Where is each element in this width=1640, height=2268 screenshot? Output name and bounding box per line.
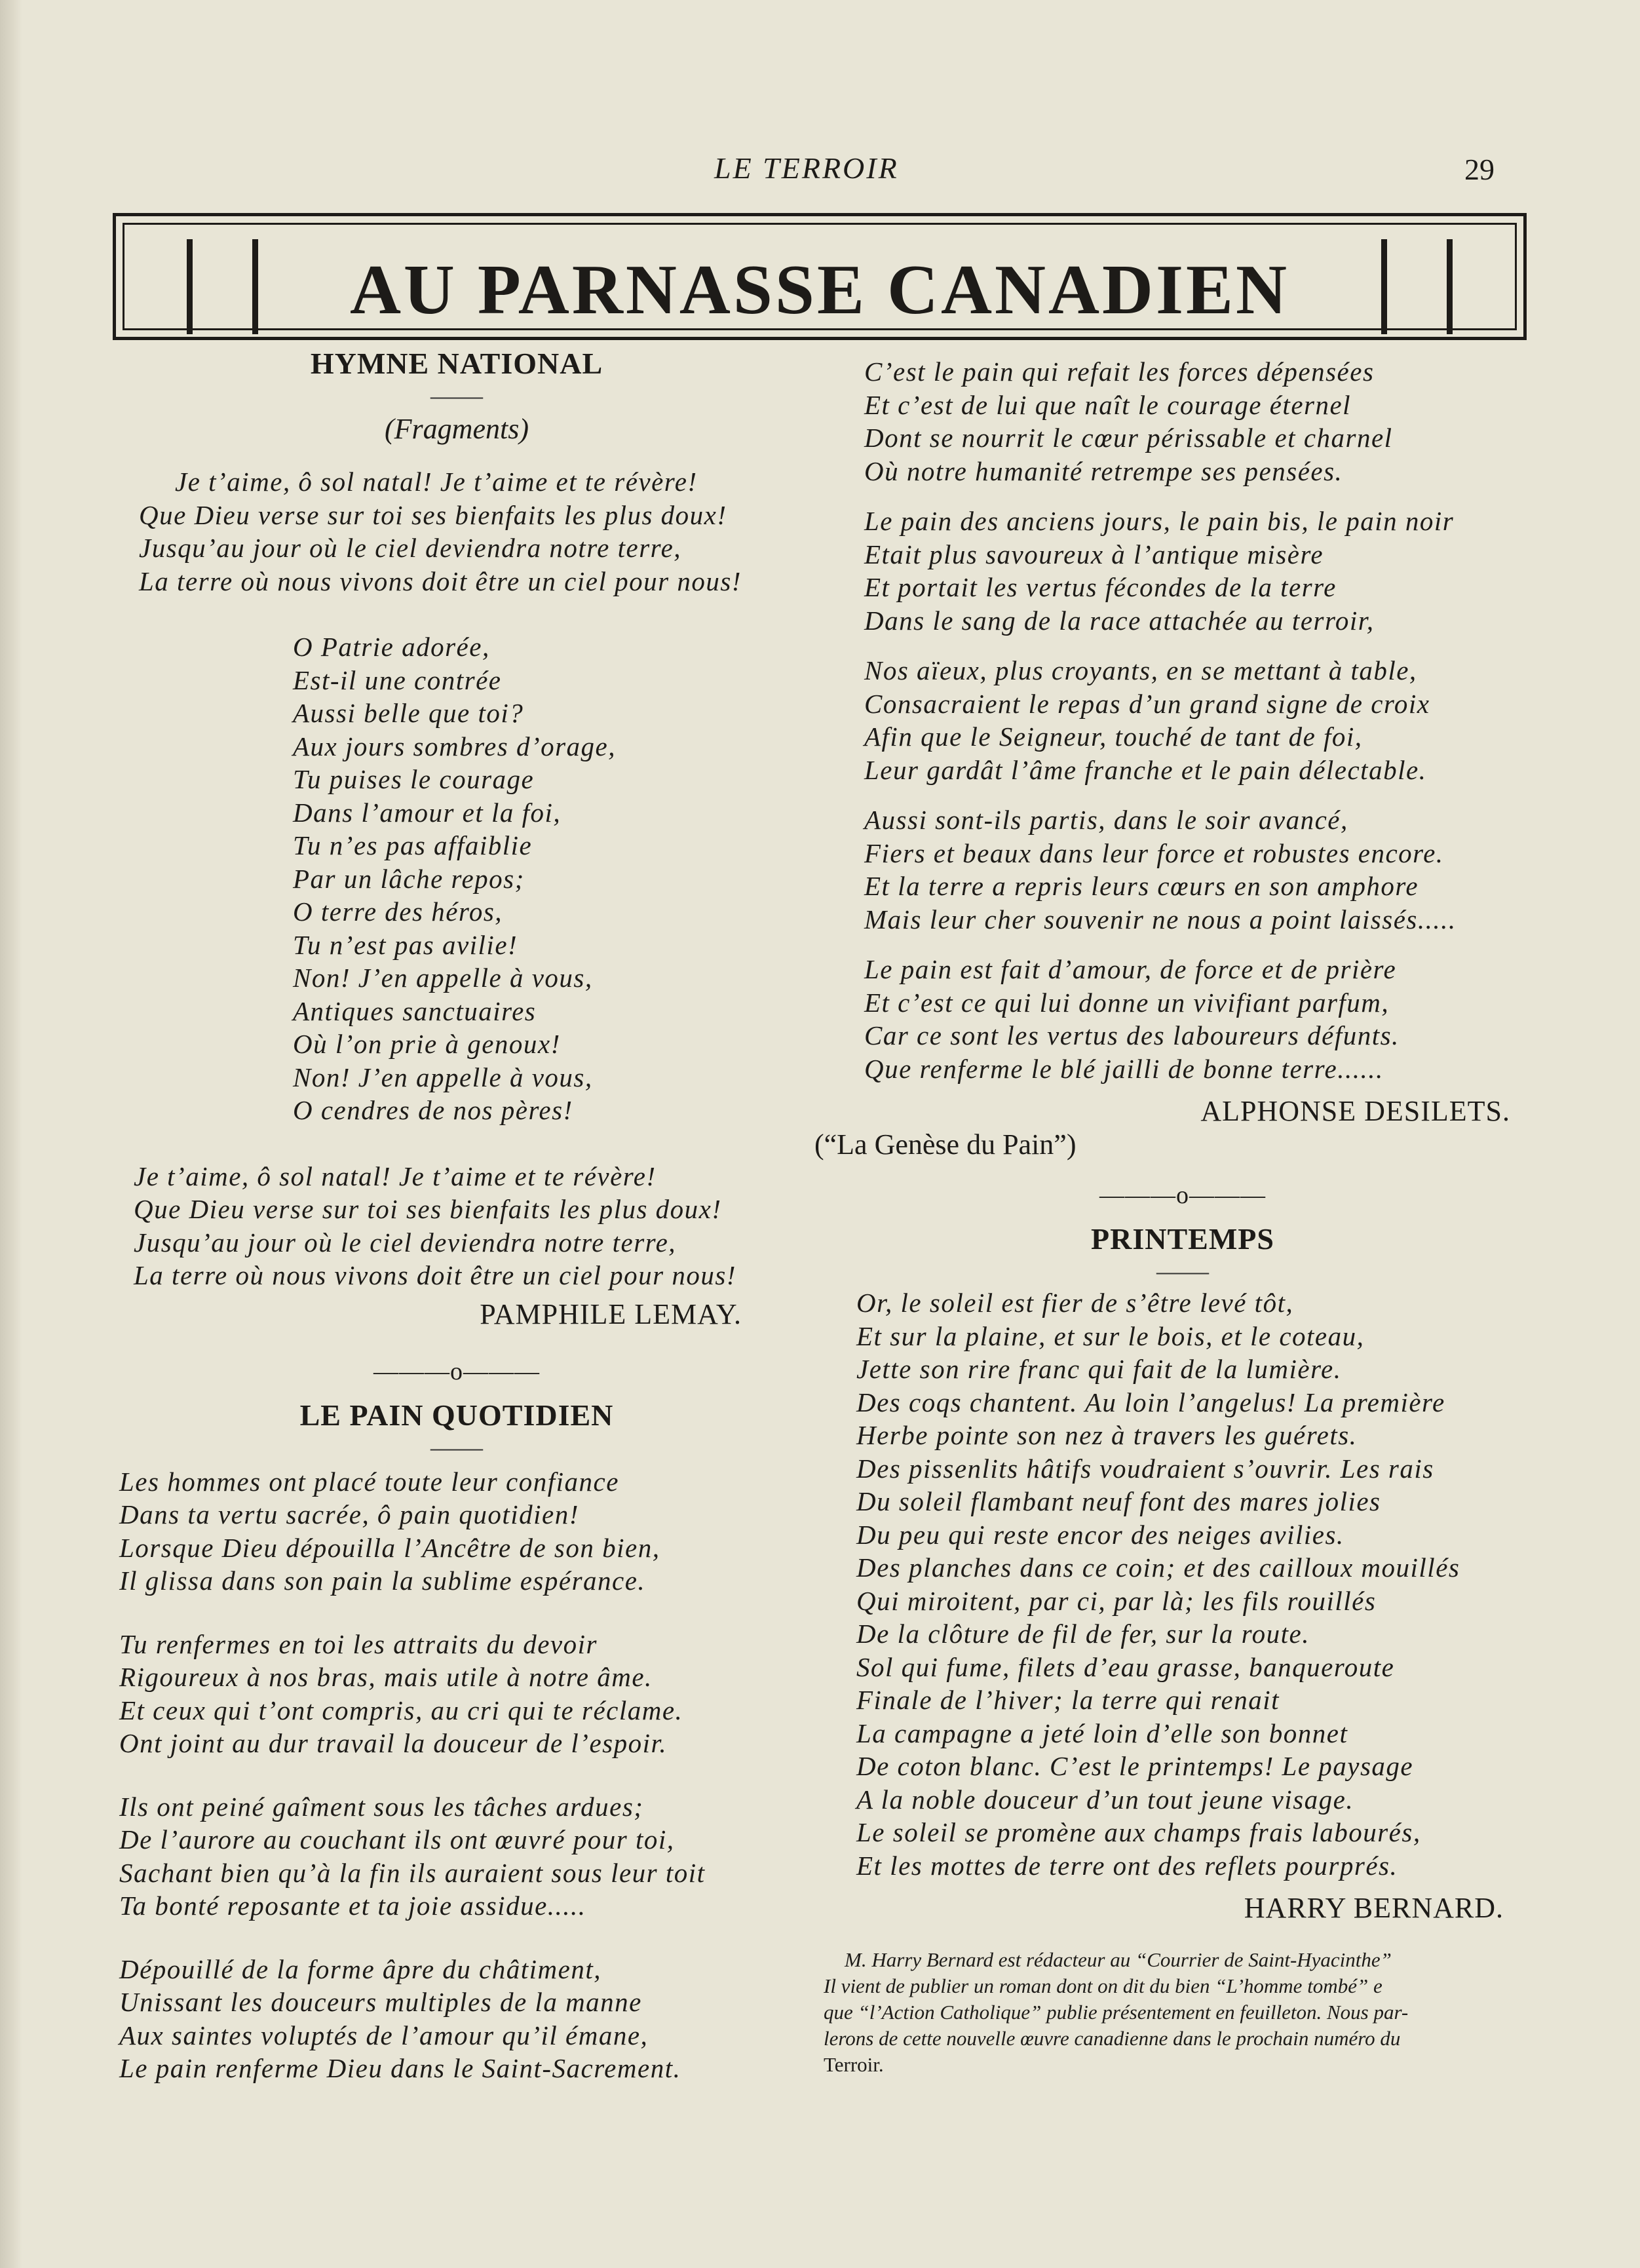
verse-line: Que Dieu verse sur toi ses bienfaits les plus doux! xyxy=(139,499,727,530)
pain-stanza xyxy=(119,1790,794,1923)
verse-line: Et sur la plaine, et sur le bois, et le coteau, xyxy=(856,1320,1365,1351)
verse-line: Herbe pointe son nez à travers les guérets. xyxy=(856,1420,1358,1450)
verse-line: Fiers et beaux dans leur force et robustes encore. xyxy=(864,837,1444,868)
verse-line: Et ceux qui t’ont compris, au cri qui te réclame. xyxy=(119,1695,683,1725)
section-title: AU PARNASSE CANADIEN xyxy=(349,251,1290,329)
verse-line: De coton blanc. C’est le printemps! Le paysage xyxy=(856,1751,1414,1781)
verse-line: Des coqs chantent. Au loin l’angelus! La première xyxy=(856,1387,1445,1417)
verse-line: O cendres de nos pères! xyxy=(293,1095,573,1125)
author-signature: ALPHONSE DESILETS. xyxy=(1200,1095,1510,1127)
verse-line: Leur gardât l’âme franche et le pain délectable. xyxy=(864,754,1427,785)
verse-line: C’est le pain qui refait les forces dépensées xyxy=(864,356,1375,387)
verse-line: Le pain renferme Dieu dans le Saint-Sacrement. xyxy=(119,2053,681,2083)
verse-line: Du soleil flambant neuf font des mares jolies xyxy=(856,1486,1381,1516)
right-column xyxy=(814,355,1543,2078)
verse-line: Aux jours sombres d’orage, xyxy=(293,731,617,761)
verse-line: Aussi sont-ils partis, dans le soir avancé, xyxy=(864,805,1348,835)
note-line: M. Harry Bernard est rédacteur au “Courrier de Saint-Hyacinthe” xyxy=(845,1948,1392,1971)
poem-title-printemps: PRINTEMPS xyxy=(1091,1222,1274,1256)
poem-source: (“La Genèse du Pain”) xyxy=(814,1128,1077,1161)
verse-line: O terre des héros, xyxy=(293,896,503,927)
verse-line: Le soleil se promène aux champs frais labourés, xyxy=(856,1817,1421,1847)
verse-line: Où notre humanité retrempe ses pensées. xyxy=(864,455,1343,486)
page-binding-shadow xyxy=(0,0,22,2268)
verse-line: Dans ta vertu sacrée, ô pain quotidien! xyxy=(119,1499,579,1529)
pain-stanza xyxy=(822,803,1543,936)
section-separator: ———o——— xyxy=(373,1357,540,1385)
verse-line: Afin que le Seigneur, touché de tant de foi, xyxy=(864,721,1363,752)
verse-line: Non! J’en appelle à vous, xyxy=(293,963,593,993)
pain-stanza xyxy=(822,953,1543,1085)
verse-line: Du peu qui reste encor des neiges avilies. xyxy=(856,1519,1344,1550)
verse-line: Tu puises le courage xyxy=(293,764,535,794)
verse-line: Il glissa dans son pain la sublime espérance. xyxy=(119,1566,646,1596)
verse-line: Aussi belle que toi? xyxy=(293,698,524,728)
verse-line: Tu n’es pas affaiblie xyxy=(293,830,533,860)
hymne-refrain xyxy=(119,1160,794,1292)
verse-line: Où l’on prie à genoux! xyxy=(293,1029,561,1059)
verse-line: A la noble douceur d’un tout jeune visage. xyxy=(856,1784,1354,1815)
verse-line: Par un lâche repos; xyxy=(293,863,525,894)
verse-line: La terre où nous vivons doit être un ciel pour nous! xyxy=(134,1260,736,1290)
verse-line: Finale de l’hiver; la terre qui renait xyxy=(856,1685,1280,1715)
journal-name: LE TERROIR xyxy=(714,151,899,185)
verse-line: Sachant bien qu’à la fin ils auraient sous leur toit xyxy=(119,1857,706,1888)
verse-line: Rigoureux à nos bras, mais utile à notre âme. xyxy=(119,1662,653,1692)
verse-line: Ont joint au dur travail la douceur de l’espoir. xyxy=(119,1728,668,1758)
section-separator: ———o——— xyxy=(1099,1182,1266,1209)
verse-line: Dépouillé de la forme âpre du châtiment, xyxy=(119,1953,601,1984)
verse-line: Dans l’amour et la foi, xyxy=(293,797,562,828)
verse-line: Ta bonté reposante et ta joie assidue..... xyxy=(119,1891,586,1921)
author-signature: HARRY BERNARD. xyxy=(1244,1892,1504,1924)
hymne-stanza xyxy=(119,630,794,1127)
verse-line: Tu renfermes en toi les attraits du devoir xyxy=(119,1628,598,1659)
verse-line: Mais leur cher souvenir ne nous a point laissés..... xyxy=(864,904,1457,934)
verse-line: Je t’aime, ô sol natal! Je t’aime et te révère! xyxy=(134,1161,657,1191)
verse-line: Consacraient le repas d’un grand signe de croix xyxy=(864,688,1430,719)
pain-stanza xyxy=(119,1953,794,2085)
verse-line: Et les mottes de terre ont des reflets pourprés. xyxy=(856,1850,1398,1881)
banner-inner-frame xyxy=(123,223,1517,330)
verse-line: Aux saintes voluptés de l’amour qu’il émane, xyxy=(119,2020,649,2050)
verse-line: Tu n’est pas avilie! xyxy=(293,929,518,960)
printemps-verse xyxy=(822,1286,1543,1882)
verse-line: O Patrie adorée, xyxy=(293,632,490,662)
note-line: Terroir. xyxy=(824,2053,884,2076)
verse-line: Et c’est de lui que naît le courage éternel xyxy=(864,389,1352,420)
verse-line: Etait plus savoureux à l’antique misère xyxy=(864,539,1324,569)
verse-line: Des planches dans ce coin; et des cailloux mouillés xyxy=(856,1552,1460,1583)
note-line: lerons de cette nouvelle œuvre canadienne dans le prochain numéro du xyxy=(824,2027,1401,2050)
left-column xyxy=(119,346,794,2085)
title-dash: —— xyxy=(430,381,483,410)
verse-line: Dont se nourrit le cœur périssable et charnel xyxy=(864,423,1393,453)
verse-line: Ils ont peiné gaîment sous les tâches ardues; xyxy=(119,1791,644,1822)
verse-line: Les hommes ont placé toute leur confiance xyxy=(119,1466,619,1497)
verse-line: Des pissenlits hâtifs voudraient s’ouvrir. Les rais xyxy=(856,1453,1434,1484)
verse-line: Nos aïeux, plus croyants, en se mettant à table, xyxy=(864,655,1417,685)
verse-line: Jusqu’au jour où le ciel deviendra notre terre, xyxy=(134,1227,677,1258)
pain-stanza xyxy=(119,1628,794,1760)
verse-line: De la clôture de fil de fer, sur la route. xyxy=(856,1619,1310,1649)
pain-stanza xyxy=(822,505,1543,637)
editorial-note xyxy=(822,1947,1543,2078)
page-number: 29 xyxy=(1464,153,1495,186)
verse-line: Car ce sont les vertus des laboureurs défunts. xyxy=(864,1020,1400,1050)
verse-line: Est-il une contrée xyxy=(293,664,502,695)
verse-line: Antiques sanctuaires xyxy=(293,995,537,1026)
poem-title-hymne: HYMNE NATIONAL xyxy=(310,347,603,380)
pain-stanza xyxy=(822,654,1543,786)
title-dash: —— xyxy=(1156,1256,1209,1286)
verse-line: La campagne a jeté loin d’elle son bonnet xyxy=(856,1718,1348,1748)
title-dash: —— xyxy=(430,1432,483,1462)
verse-line: Dans le sang de la race attachée au terroir, xyxy=(864,605,1375,636)
verse-line: Que renferme le blé jailli de bonne terre...... xyxy=(864,1053,1384,1084)
verse-line: Jusqu’au jour où le ciel deviendra notre terre, xyxy=(139,533,682,563)
verse-line: Jette son rire franc qui fait de la lumière. xyxy=(856,1354,1342,1384)
author-signature: PAMPHILE LEMAY. xyxy=(480,1297,742,1330)
section-banner xyxy=(113,213,1527,340)
verse-line: Que Dieu verse sur toi ses bienfaits les plus doux! xyxy=(134,1194,722,1224)
verse-line: Et c’est ce qui lui donne un vivifiant parfum, xyxy=(864,987,1390,1018)
verse-line: Et portait les vertus fécondes de la terre xyxy=(864,572,1337,602)
verse-line: De l’aurore au couchant ils ont œuvré pour toi, xyxy=(119,1824,675,1855)
verse-line: Le pain des anciens jours, le pain bis, le pain noir xyxy=(864,506,1455,536)
verse-line: Non! J’en appelle à vous, xyxy=(293,1062,593,1092)
verse-line: Unissant les douceurs multiples de la manne xyxy=(119,1987,642,2017)
note-line: que “l’Action Catholique” publie présentement en feuilleton. Nous par- xyxy=(824,2001,1409,2024)
poem-subtitle: (Fragments) xyxy=(385,413,529,445)
hymne-refrain xyxy=(119,465,794,598)
verse-line: Qui miroitent, par ci, par là; les fils rouillés xyxy=(856,1585,1377,1616)
verse-line: Et la terre a repris leurs cœurs en son amphore xyxy=(864,871,1419,901)
running-head xyxy=(0,151,1640,197)
note-line: Il vient de publier un roman dont on dit du bien “L’homme tombé” e xyxy=(824,1974,1383,1997)
verse-line: Sol qui fume, filets d’eau grasse, banqueroute xyxy=(856,1651,1395,1682)
poem-title-pain: LE PAIN QUOTIDIEN xyxy=(299,1398,614,1432)
verse-line: Je t’aime, ô sol natal! Je t’aime et te révère! xyxy=(175,467,698,497)
pain-stanza xyxy=(822,355,1543,488)
pain-stanza xyxy=(119,1465,794,1598)
verse-line: Lorsque Dieu dépouilla l’Ancêtre de son bien, xyxy=(119,1532,660,1563)
verse-line: La terre où nous vivons doit être un ciel pour nous! xyxy=(139,566,742,596)
verse-line: Le pain est fait d’amour, de force et de prière xyxy=(864,954,1397,984)
verse-line: Or, le soleil est fier de s’être levé tôt, xyxy=(856,1288,1294,1318)
